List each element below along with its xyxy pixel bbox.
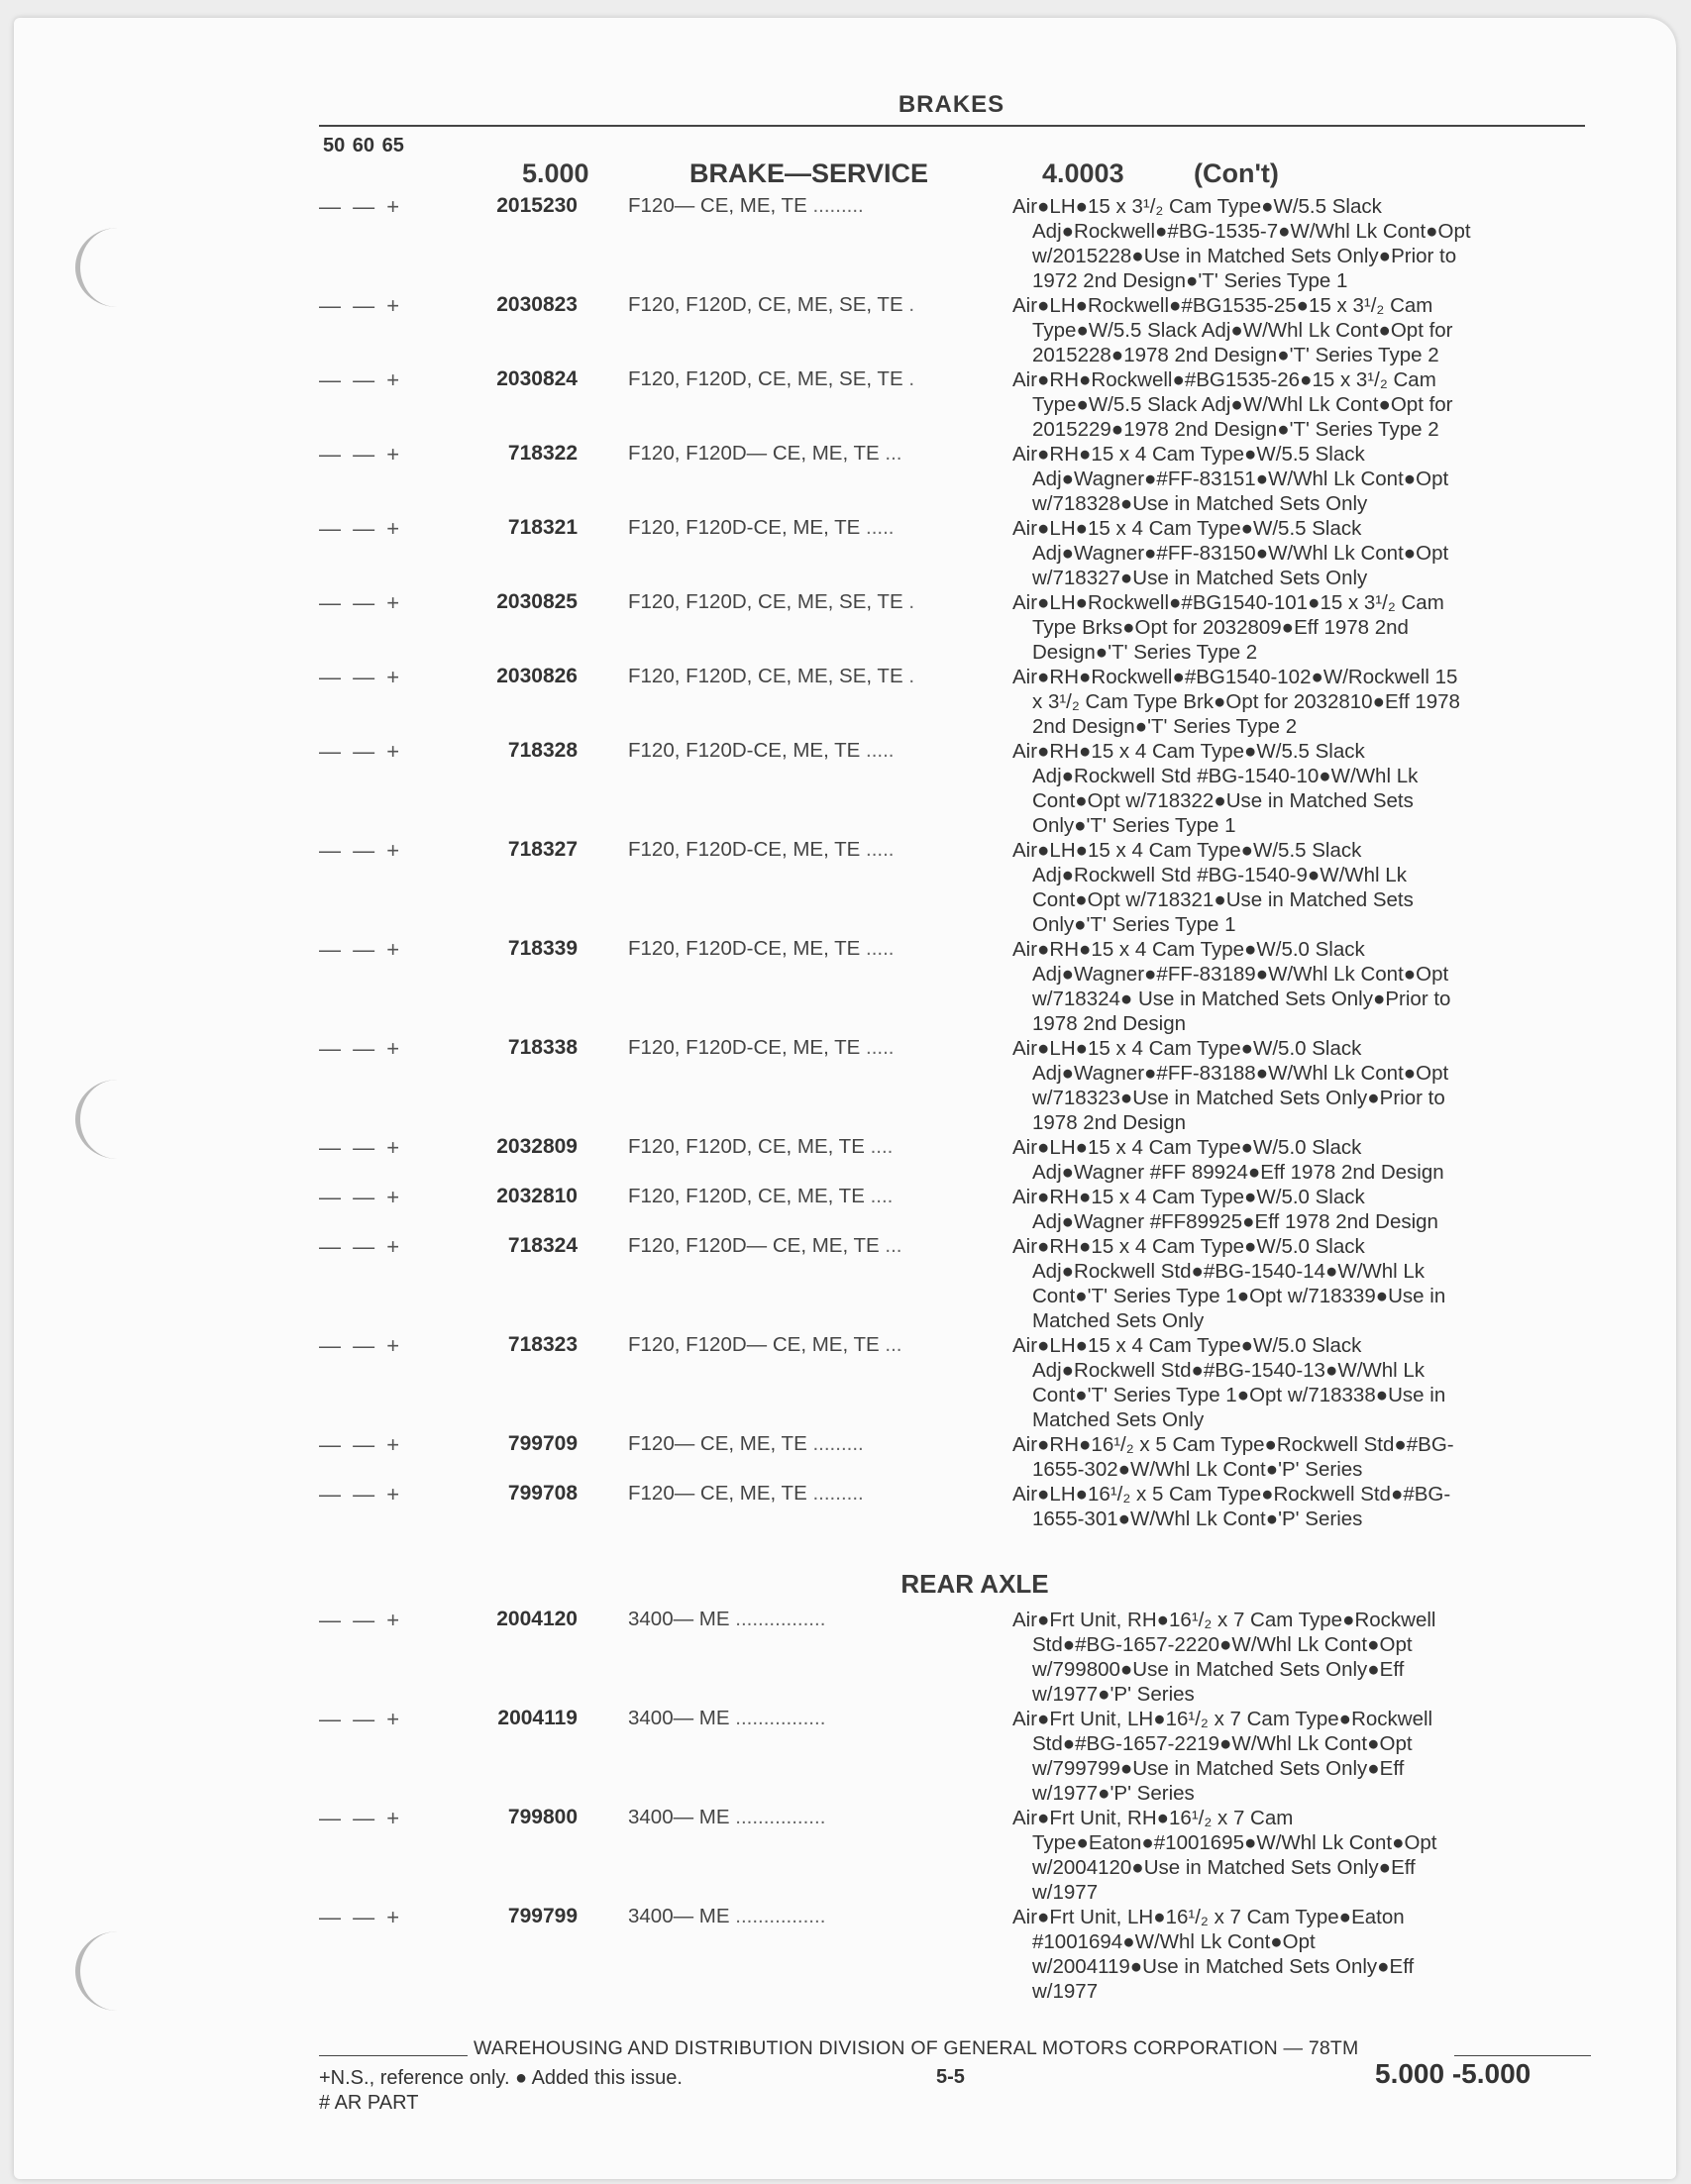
part-description (1012, 367, 1587, 442)
part-description (1012, 937, 1587, 1036)
leader-dots: ..... (860, 516, 895, 539)
model-text: F120, F120D-CE, ME, TE (628, 1036, 861, 1059)
description-line: Cont●Opt w/718322●Use in Matched Sets (1032, 789, 1414, 812)
description-line: Adj●Wagner●#FF-83189●W/Whl Lk Cont●Opt (1032, 963, 1449, 986)
part-row (0, 1333, 1662, 1432)
part-row (0, 1234, 1662, 1333)
description-line: Adj●Wagner #FF 89924●Eff 1978 2nd Design (1032, 1161, 1444, 1184)
part-row (0, 516, 1662, 590)
description-line: Air●LH●15 x 4 Cam Type●W/5.0 Slack (1012, 1136, 1362, 1159)
model-applicability (628, 1806, 995, 1829)
footer-division: WAREHOUSING AND DISTRIBUTION DIVISION OF GENERAL MOTORS CORPORATION — 78TM (474, 2037, 1359, 2059)
description-line: Cont●'T' Series Type 1●Opt w/718339●Use in (1032, 1285, 1446, 1307)
description-line: Air●RH●16¹/₂ x 5 Cam Type●Rockwell Std●#BG- (1012, 1433, 1454, 1456)
year-marks: — — + (319, 590, 400, 615)
model-text: F120, F120D, CE, ME, SE, TE (628, 590, 903, 613)
leader-dots: ......... (806, 194, 864, 217)
part-row (0, 1135, 1662, 1185)
year-marks: — — + (319, 1333, 400, 1358)
description-line: 2nd Design●'T' Series Type 2 (1032, 715, 1298, 738)
part-row (0, 1482, 1662, 1531)
model-text: F120, F120D-CE, ME, TE (628, 937, 861, 960)
description-line: Type●W/5.5 Slack Adj●W/Whl Lk Cont●Opt for (1032, 319, 1453, 342)
description-line: Adj●Rockwell Std #BG-1540-10●W/Whl Lk (1032, 765, 1419, 787)
description-line: Type●Eaton●#1001695●W/Whl Lk Cont●Opt (1032, 1831, 1437, 1854)
part-number: 799799 (507, 1905, 578, 1927)
part-number: 799709 (507, 1432, 578, 1455)
leader-dots: ................ (729, 1905, 826, 1927)
description-line: Air●RH●Rockwell●#BG1540-102●W/Rockwell 15 (1012, 666, 1458, 688)
model-text: F120, F120D, CE, ME, TE (628, 1185, 865, 1207)
part-description (1012, 1234, 1587, 1333)
part-description (1012, 665, 1587, 739)
model-applicability (628, 665, 995, 688)
leader-dots: . (902, 293, 915, 316)
description-line: Adj●Rockwell●#BG-1535-7●W/Whl Lk Cont●Opt (1032, 220, 1471, 243)
model-text: F120, F120D-CE, ME, TE (628, 739, 861, 762)
part-number: 2004119 (497, 1707, 578, 1729)
part-row (0, 1707, 1662, 1806)
model-text: F120, F120D-CE, ME, TE (628, 838, 861, 861)
description-line: Air●RH●15 x 4 Cam Type●W/5.5 Slack (1012, 443, 1365, 466)
description-line: Air●Frt Unit, RH●16¹/₂ x 7 Cam Type●Rockwell (1012, 1609, 1436, 1631)
model-applicability (628, 516, 995, 540)
leader-dots: ......... (806, 1432, 864, 1455)
description-line: Air●RH●Rockwell●#BG1535-26●15 x 3¹/₂ Cam (1012, 368, 1436, 391)
part-row (0, 194, 1662, 293)
description-line: w/2004120●Use in Matched Sets Only●Eff (1032, 1856, 1416, 1879)
leader-dots: . (902, 590, 915, 613)
part-description (1012, 1707, 1587, 1806)
model-applicability (628, 1185, 995, 1208)
description-line: Air●LH●15 x 4 Cam Type●W/5.5 Slack (1012, 839, 1362, 862)
part-row (0, 367, 1662, 442)
part-description (1012, 1482, 1587, 1531)
part-description (1012, 838, 1587, 937)
part-description (1012, 739, 1587, 838)
part-number: 718322 (507, 442, 578, 465)
description-line: Type●W/5.5 Slack Adj●W/Whl Lk Cont●Opt for (1032, 393, 1453, 416)
model-applicability (628, 1482, 995, 1506)
description-line: Adj●Wagner●#FF-83150●W/Whl Lk Cont●Opt (1032, 542, 1449, 565)
description-line: w/799799●Use in Matched Sets Only●Eff (1032, 1757, 1405, 1780)
description-line: w/1977 (1032, 1980, 1099, 2003)
model-applicability (628, 739, 995, 763)
year-marks: — — + (319, 1905, 400, 1929)
year-marks: — — + (319, 1185, 400, 1209)
description-line: w/1977 (1032, 1881, 1099, 1904)
year-marks: — — + (319, 442, 400, 467)
description-line: Air●LH●15 x 4 Cam Type●W/5.5 Slack (1012, 517, 1362, 540)
model-applicability (628, 1135, 995, 1159)
description-line: w/718328●Use in Matched Sets Only (1032, 492, 1368, 515)
legend-ns: +N.S., reference only. ● Added this issue. (319, 2067, 683, 2089)
section-range: 5.000 -5.000 (1375, 2058, 1532, 2089)
leader-dots: ... (879, 1234, 902, 1257)
page-number: 5-5 (936, 2066, 965, 2088)
part-row (0, 665, 1662, 739)
year-marks: — — + (319, 1482, 400, 1507)
description-line: Only●'T' Series Type 1 (1032, 814, 1236, 837)
part-number: 718323 (507, 1333, 578, 1356)
description-line: Cont●'T' Series Type 1●Opt w/718338●Use in (1032, 1384, 1446, 1406)
description-line: Air●LH●Rockwell●#BG1535-25●15 x 3¹/₂ Cam (1012, 294, 1433, 317)
description-line: w/1977●'P' Series (1032, 1683, 1195, 1706)
part-description (1012, 1905, 1587, 2004)
description-line: #1001694●W/Whl Lk Cont●Opt (1032, 1930, 1316, 1953)
model-text: F120, F120D-CE, ME, TE (628, 516, 861, 539)
description-line: Air●Frt Unit, LH●16¹/₂ x 7 Cam Type●Eaton (1012, 1906, 1405, 1928)
part-number: 799800 (507, 1806, 578, 1828)
part-description (1012, 442, 1587, 516)
part-number: 2030826 (496, 665, 578, 687)
description-line: Adj●Rockwell Std●#BG-1540-13●W/Whl Lk (1032, 1359, 1426, 1382)
part-row (0, 1806, 1662, 1905)
leader-dots: ..... (860, 937, 895, 960)
part-row (0, 293, 1662, 367)
part-row (0, 1432, 1662, 1482)
page-title: BRAKES (898, 91, 1005, 118)
section-title: REAR AXLE (900, 1569, 1049, 1599)
model-text: F120, F120D, CE, ME, TE (628, 1135, 865, 1158)
description-line: Matched Sets Only (1032, 1408, 1205, 1431)
leader-dots: . (902, 665, 915, 687)
part-description (1012, 1185, 1587, 1234)
model-text: F120— CE, ME, TE (628, 1482, 807, 1505)
leader-dots: ................ (729, 1707, 826, 1729)
leader-dots: ................ (729, 1806, 826, 1828)
description-line: w/2004119●Use in Matched Sets Only●Eff (1032, 1955, 1415, 1978)
leader-dots: .... (864, 1135, 894, 1158)
year-marks: — — + (319, 937, 400, 962)
year-marks: — — + (319, 838, 400, 863)
description-line: 2015228●1978 2nd Design●'T' Series Type 2 (1032, 344, 1439, 366)
year-marks: — — + (319, 1432, 400, 1457)
description-line: Air●LH●15 x 4 Cam Type●W/5.0 Slack (1012, 1334, 1362, 1357)
model-applicability (628, 1234, 995, 1258)
part-description (1012, 1036, 1587, 1135)
part-number: 2030824 (496, 367, 578, 390)
description-line: Air●LH●15 x 3¹/₂ Cam Type●W/5.5 Slack (1012, 195, 1382, 218)
description-line: Std●#BG-1657-2219●W/Whl Lk Cont●Opt (1032, 1732, 1413, 1755)
model-applicability (628, 1333, 995, 1357)
year-marks: — — + (319, 1806, 400, 1830)
part-number: 718324 (507, 1234, 578, 1257)
legend-ar-part: # AR PART (319, 2092, 419, 2114)
part-row (0, 1608, 1662, 1707)
year-marks: — — + (319, 516, 400, 541)
footer-rule-right (1454, 2055, 1591, 2056)
part-row (0, 739, 1662, 838)
description-line: Adj●Wagner●#FF-83188●W/Whl Lk Cont●Opt (1032, 1062, 1449, 1085)
year-marks: — — + (319, 1707, 400, 1731)
model-text: F120, F120D— CE, ME, TE (628, 1333, 880, 1356)
description-line: 1978 2nd Design (1032, 1012, 1187, 1035)
part-number: 718328 (507, 739, 578, 762)
leader-dots: ..... (860, 838, 895, 861)
model-applicability (628, 1608, 995, 1631)
model-text: F120, F120D, CE, ME, SE, TE (628, 367, 903, 390)
year-marks: — — + (319, 739, 400, 764)
model-applicability (628, 1905, 995, 1928)
model-applicability (628, 1036, 995, 1060)
part-description (1012, 194, 1587, 293)
description-line: Adj●Rockwell Std #BG-1540-9●W/Whl Lk (1032, 864, 1407, 886)
part-description (1012, 1135, 1587, 1185)
model-text: F120, F120D, CE, ME, SE, TE (628, 665, 903, 687)
model-applicability (628, 1707, 995, 1730)
description-line: 2015229●1978 2nd Design●'T' Series Type 2 (1032, 418, 1439, 441)
leader-dots: ......... (806, 1482, 864, 1505)
group-name: BRAKE—SERVICE (689, 158, 929, 188)
description-line: w/718327●Use in Matched Sets Only (1032, 567, 1368, 589)
leader-dots: . (902, 367, 915, 390)
description-line: w/718324● Use in Matched Sets Only●Prior to (1032, 988, 1451, 1010)
description-line: 1972 2nd Design●'T' Series Type 1 (1032, 269, 1348, 292)
part-number: 2030823 (496, 293, 578, 316)
model-applicability (628, 367, 995, 391)
description-line: Only●'T' Series Type 1 (1032, 913, 1236, 936)
year-marks: — — + (319, 1036, 400, 1061)
description-line: Type Brks●Opt for 2032809●Eff 1978 2nd (1032, 616, 1409, 639)
description-line: x 3¹/₂ Cam Type Brk●Opt for 2032810●Eff 1978 (1032, 690, 1460, 713)
part-description (1012, 1432, 1587, 1482)
description-line: Air●LH●15 x 4 Cam Type●W/5.0 Slack (1012, 1037, 1362, 1060)
description-line: 1655-302●W/Whl Lk Cont●'P' Series (1032, 1458, 1363, 1481)
year-marks: — — + (319, 1234, 400, 1259)
description-line: 1978 2nd Design (1032, 1111, 1187, 1134)
part-row (0, 838, 1662, 937)
description-line: Air●LH●16¹/₂ x 5 Cam Type●Rockwell Std●#BG- (1012, 1483, 1451, 1506)
model-text: F120— CE, ME, TE (628, 1432, 807, 1455)
model-applicability (628, 194, 995, 218)
description-line: Std●#BG-1657-2220●W/Whl Lk Cont●Opt (1032, 1633, 1413, 1656)
model-text: F120, F120D— CE, ME, TE (628, 1234, 880, 1257)
description-line: w/718323●Use in Matched Sets Only●Prior to (1032, 1087, 1445, 1109)
part-description (1012, 293, 1587, 367)
continued-label: (Con't) (1194, 158, 1279, 188)
part-row (0, 1185, 1662, 1234)
part-number: 2030825 (496, 590, 578, 613)
part-number: 718321 (507, 516, 578, 539)
group-number: 5.000 (522, 158, 589, 188)
model-text: F120, F120D— CE, ME, TE (628, 442, 880, 465)
description-line: Adj●Rockwell Std●#BG-1540-14●W/Whl Lk (1032, 1260, 1426, 1283)
part-description (1012, 1333, 1587, 1432)
model-text: 3400— ME (628, 1608, 730, 1630)
model-applicability (628, 838, 995, 862)
description-line: Air●RH●15 x 4 Cam Type●W/5.5 Slack (1012, 740, 1365, 763)
description-line: Air●RH●15 x 4 Cam Type●W/5.0 Slack (1012, 1186, 1365, 1208)
description-line: w/799800●Use in Matched Sets Only●Eff (1032, 1658, 1405, 1681)
part-number: 2032809 (496, 1135, 578, 1158)
model-years-label: 50 60 65 (323, 135, 404, 156)
parts-list (0, 194, 1662, 2004)
part-row (0, 1905, 1662, 2004)
year-marks: — — + (319, 367, 400, 392)
description-line: Air●RH●15 x 4 Cam Type●W/5.0 Slack (1012, 1235, 1365, 1258)
model-applicability (628, 293, 995, 317)
part-row (0, 590, 1662, 665)
model-text: 3400— ME (628, 1806, 730, 1828)
leader-dots: ... (879, 442, 902, 465)
part-number: 2032810 (496, 1185, 578, 1207)
part-number: 718327 (507, 838, 578, 861)
part-number: 799708 (507, 1482, 578, 1505)
description-line: Cont●Opt w/718321●Use in Matched Sets (1032, 888, 1414, 911)
description-line: w/2015228●Use in Matched Sets Only●Prior to (1032, 245, 1457, 267)
year-marks: — — + (319, 293, 400, 318)
leader-dots: ................ (729, 1608, 826, 1630)
footer-rule-left (319, 2055, 468, 2056)
year-marks: — — + (319, 194, 400, 219)
part-row (0, 442, 1662, 516)
description-line: w/1977●'P' Series (1032, 1782, 1195, 1805)
part-description (1012, 590, 1587, 665)
description-line: Design●'T' Series Type 2 (1032, 641, 1258, 664)
model-text: 3400— ME (628, 1707, 730, 1729)
description-line: Air●Frt Unit, LH●16¹/₂ x 7 Cam Type●Rockwell (1012, 1708, 1433, 1730)
leader-dots: ..... (860, 1036, 895, 1059)
year-marks: — — + (319, 1608, 400, 1632)
leader-dots: ..... (860, 739, 895, 762)
model-applicability (628, 442, 995, 466)
model-applicability (628, 937, 995, 961)
year-marks: — — + (319, 1135, 400, 1160)
model-applicability (628, 1432, 995, 1456)
part-row (0, 1036, 1662, 1135)
part-description (1012, 516, 1587, 590)
subgroup-number: 4.0003 (1042, 158, 1124, 188)
part-number: 2015230 (496, 194, 578, 217)
model-text: 3400— ME (628, 1905, 730, 1927)
header-rule (319, 125, 1585, 127)
part-number: 718339 (507, 937, 578, 960)
description-line: Air●RH●15 x 4 Cam Type●W/5.0 Slack (1012, 938, 1365, 961)
description-line: Adj●Wagner●#FF-83151●W/Whl Lk Cont●Opt (1032, 468, 1449, 490)
part-row (0, 937, 1662, 1036)
description-line: Air●Frt Unit, RH●16¹/₂ x 7 Cam (1012, 1807, 1294, 1829)
part-number: 2004120 (496, 1608, 578, 1630)
leader-dots: .... (864, 1185, 894, 1207)
model-text: F120— CE, ME, TE (628, 194, 807, 217)
model-applicability (628, 590, 995, 614)
part-number: 718338 (507, 1036, 578, 1059)
description-line: Adj●Wagner #FF89925●Eff 1978 2nd Design (1032, 1210, 1438, 1233)
description-line: 1655-301●W/Whl Lk Cont●'P' Series (1032, 1508, 1363, 1530)
leader-dots: ... (879, 1333, 902, 1356)
description-line: Matched Sets Only (1032, 1309, 1205, 1332)
year-marks: — — + (319, 665, 400, 689)
part-description (1012, 1608, 1587, 1707)
description-line: Air●LH●Rockwell●#BG1540-101●15 x 3¹/₂ Cam (1012, 591, 1444, 614)
model-text: F120, F120D, CE, ME, SE, TE (628, 293, 903, 316)
part-description (1012, 1806, 1587, 1905)
